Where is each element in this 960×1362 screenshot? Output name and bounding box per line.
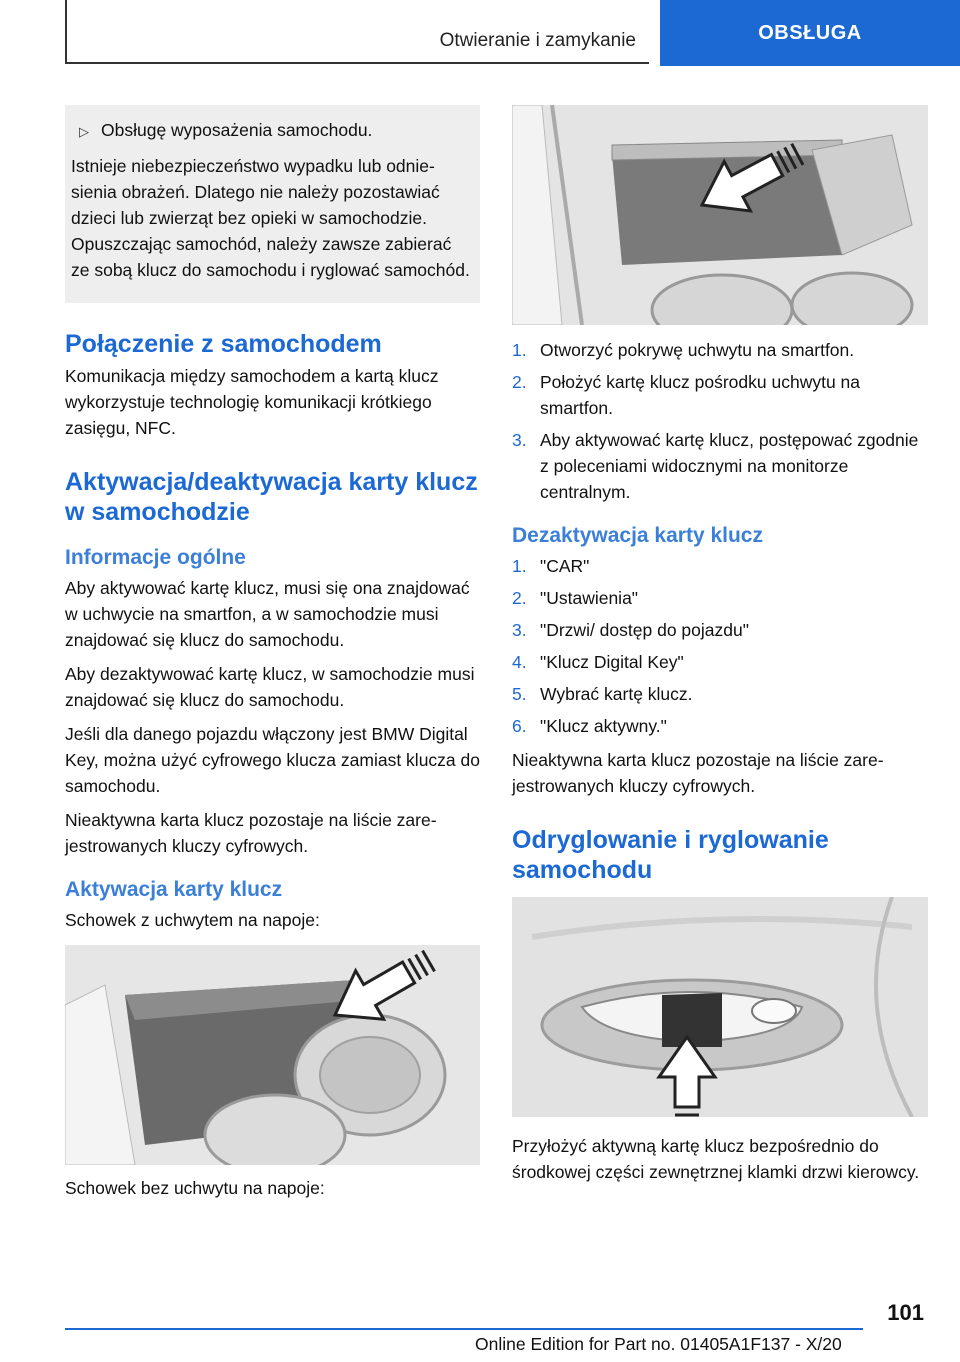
step-number: 1. xyxy=(512,556,527,576)
step-number: 1. xyxy=(512,340,527,360)
step-text: "CAR" xyxy=(540,556,590,576)
list-item xyxy=(512,427,928,505)
step-number: 5. xyxy=(512,684,527,704)
list-item xyxy=(512,585,928,611)
paragraph-inactive-card: Nieaktywna karta klucz pozostaje na liście zarejestrowanych kluczy cyfrowych. xyxy=(512,750,884,796)
footer-rule xyxy=(65,1328,863,1330)
heading-connection: Połączenie z samochodem xyxy=(65,330,382,358)
step-text: Wybrać kartę klucz. xyxy=(540,684,693,704)
list-item xyxy=(512,553,928,579)
paragraph-inactive: Nieaktywna karta klucz pozostaje na liście zarejestrowanych kluczy cyfrowych. xyxy=(65,810,437,856)
step-number: 6. xyxy=(512,716,527,736)
page-number: 101 xyxy=(887,1300,924,1325)
triangle-right-icon: ▷ xyxy=(79,124,89,139)
step-text: Położyć kartę klucz pośrodku uchwytu na smartfon. xyxy=(540,372,861,418)
caption-with-cupholder: Schowek z uchwytem na napoje: xyxy=(65,910,320,930)
right-column xyxy=(512,105,928,1193)
page-header xyxy=(0,0,960,66)
step-text: Aby aktywować kartę klucz, postępować zgodnie z poleceniami widocznymi na monitorze centralnym. xyxy=(540,430,919,502)
left-column xyxy=(65,105,480,1209)
step-text: "Ustawienia" xyxy=(540,588,639,608)
heading-activation: Aktywacja/deaktywacja karty klucz w samochodzie xyxy=(65,468,478,526)
door-handle-illustration xyxy=(512,897,928,1117)
console-illustration xyxy=(65,945,480,1165)
console-open-illustration xyxy=(512,105,928,325)
caption-without-cupholder: Schowek bez uchwytu na napoje: xyxy=(65,1178,325,1198)
paragraph-deactivate: Aby dezaktywować kartę klucz, w samochodzie musi znajdować się klucz do samochodu. xyxy=(65,664,475,710)
list-item xyxy=(512,337,928,363)
heading-deactivate-card: Dezaktywacja karty klucz xyxy=(512,524,763,547)
paragraph-digital-key: Jeśli dla danego pojazdu włączony jest BMW Digital Key, można użyć cyfrowego klucza zamiast klucza do samochodu. xyxy=(65,724,480,796)
step-text: "Klucz aktywny." xyxy=(540,716,667,736)
step-number: 2. xyxy=(512,372,527,392)
list-item xyxy=(512,369,928,421)
step-text: Otworzyć pokrywę uchwytu na smartfon. xyxy=(540,340,855,360)
edition-note: Online Edition for Part no. 01405A1F137 - X/20 xyxy=(475,1334,842,1354)
section-title: Otwieranie i zamykanie xyxy=(439,30,636,51)
header-rule xyxy=(65,62,649,64)
step-text: "Drzwi/ dostęp do pojazdu" xyxy=(540,620,749,640)
paragraph-activate: Aby aktywować kartę klucz, musi się ona znajdować w uchwycie na smartfon, a w samochodzie musi znajdować się klucz do samochodu. xyxy=(65,578,470,650)
paragraph-unlock: Przyłożyć aktywną kartę klucz bezpośrednio do środkowej części zewnętrznej klamki drzwi kierowcy. xyxy=(512,1136,920,1182)
heading-general-info: Informacje ogólne xyxy=(65,546,246,569)
step-number: 4. xyxy=(512,652,527,672)
step-number: 2. xyxy=(512,588,527,608)
warning-list-item xyxy=(79,117,470,145)
list-item xyxy=(512,649,928,675)
list-item xyxy=(512,681,928,707)
step-text: "Klucz Digital Key" xyxy=(540,652,684,672)
warning-box xyxy=(65,105,480,303)
step-number: 3. xyxy=(512,620,527,640)
step-number: 3. xyxy=(512,430,527,450)
heading-unlock-lock: Odryglowanie i ryglowanie samochodu xyxy=(512,826,829,884)
paragraph-connection: Komunikacja między samochodem a kartą klucz wykorzystuje technologię komunikacji krótkiego zasięgu, NFC. xyxy=(65,366,439,438)
storage-without-cupholder-illustration xyxy=(512,105,928,325)
deactivation-steps xyxy=(512,553,928,739)
warning-item-text: Obsługę wyposażenia samochodu. xyxy=(101,120,373,140)
storage-with-cupholder-illustration xyxy=(65,945,480,1165)
list-item xyxy=(512,713,928,739)
heading-activate-card: Aktywacja karty klucz xyxy=(65,878,283,901)
activation-steps xyxy=(512,337,928,505)
warning-text: Istnieje niebezpieczeństwo wypadku lub odniesienia obrażeń. Dlatego nie należy pozostawiać dzieci lub zwierząt bez opieki w samochodzie. Opuszczając samochód, należy zawsze zabierać ze sobą klucz do samochodu i ryglować samochód. xyxy=(71,156,470,280)
list-item xyxy=(512,617,928,643)
chapter-tab[interactable]: OBSŁUGA xyxy=(660,0,960,66)
header-divider xyxy=(65,0,67,64)
handle-illustration xyxy=(512,897,928,1117)
